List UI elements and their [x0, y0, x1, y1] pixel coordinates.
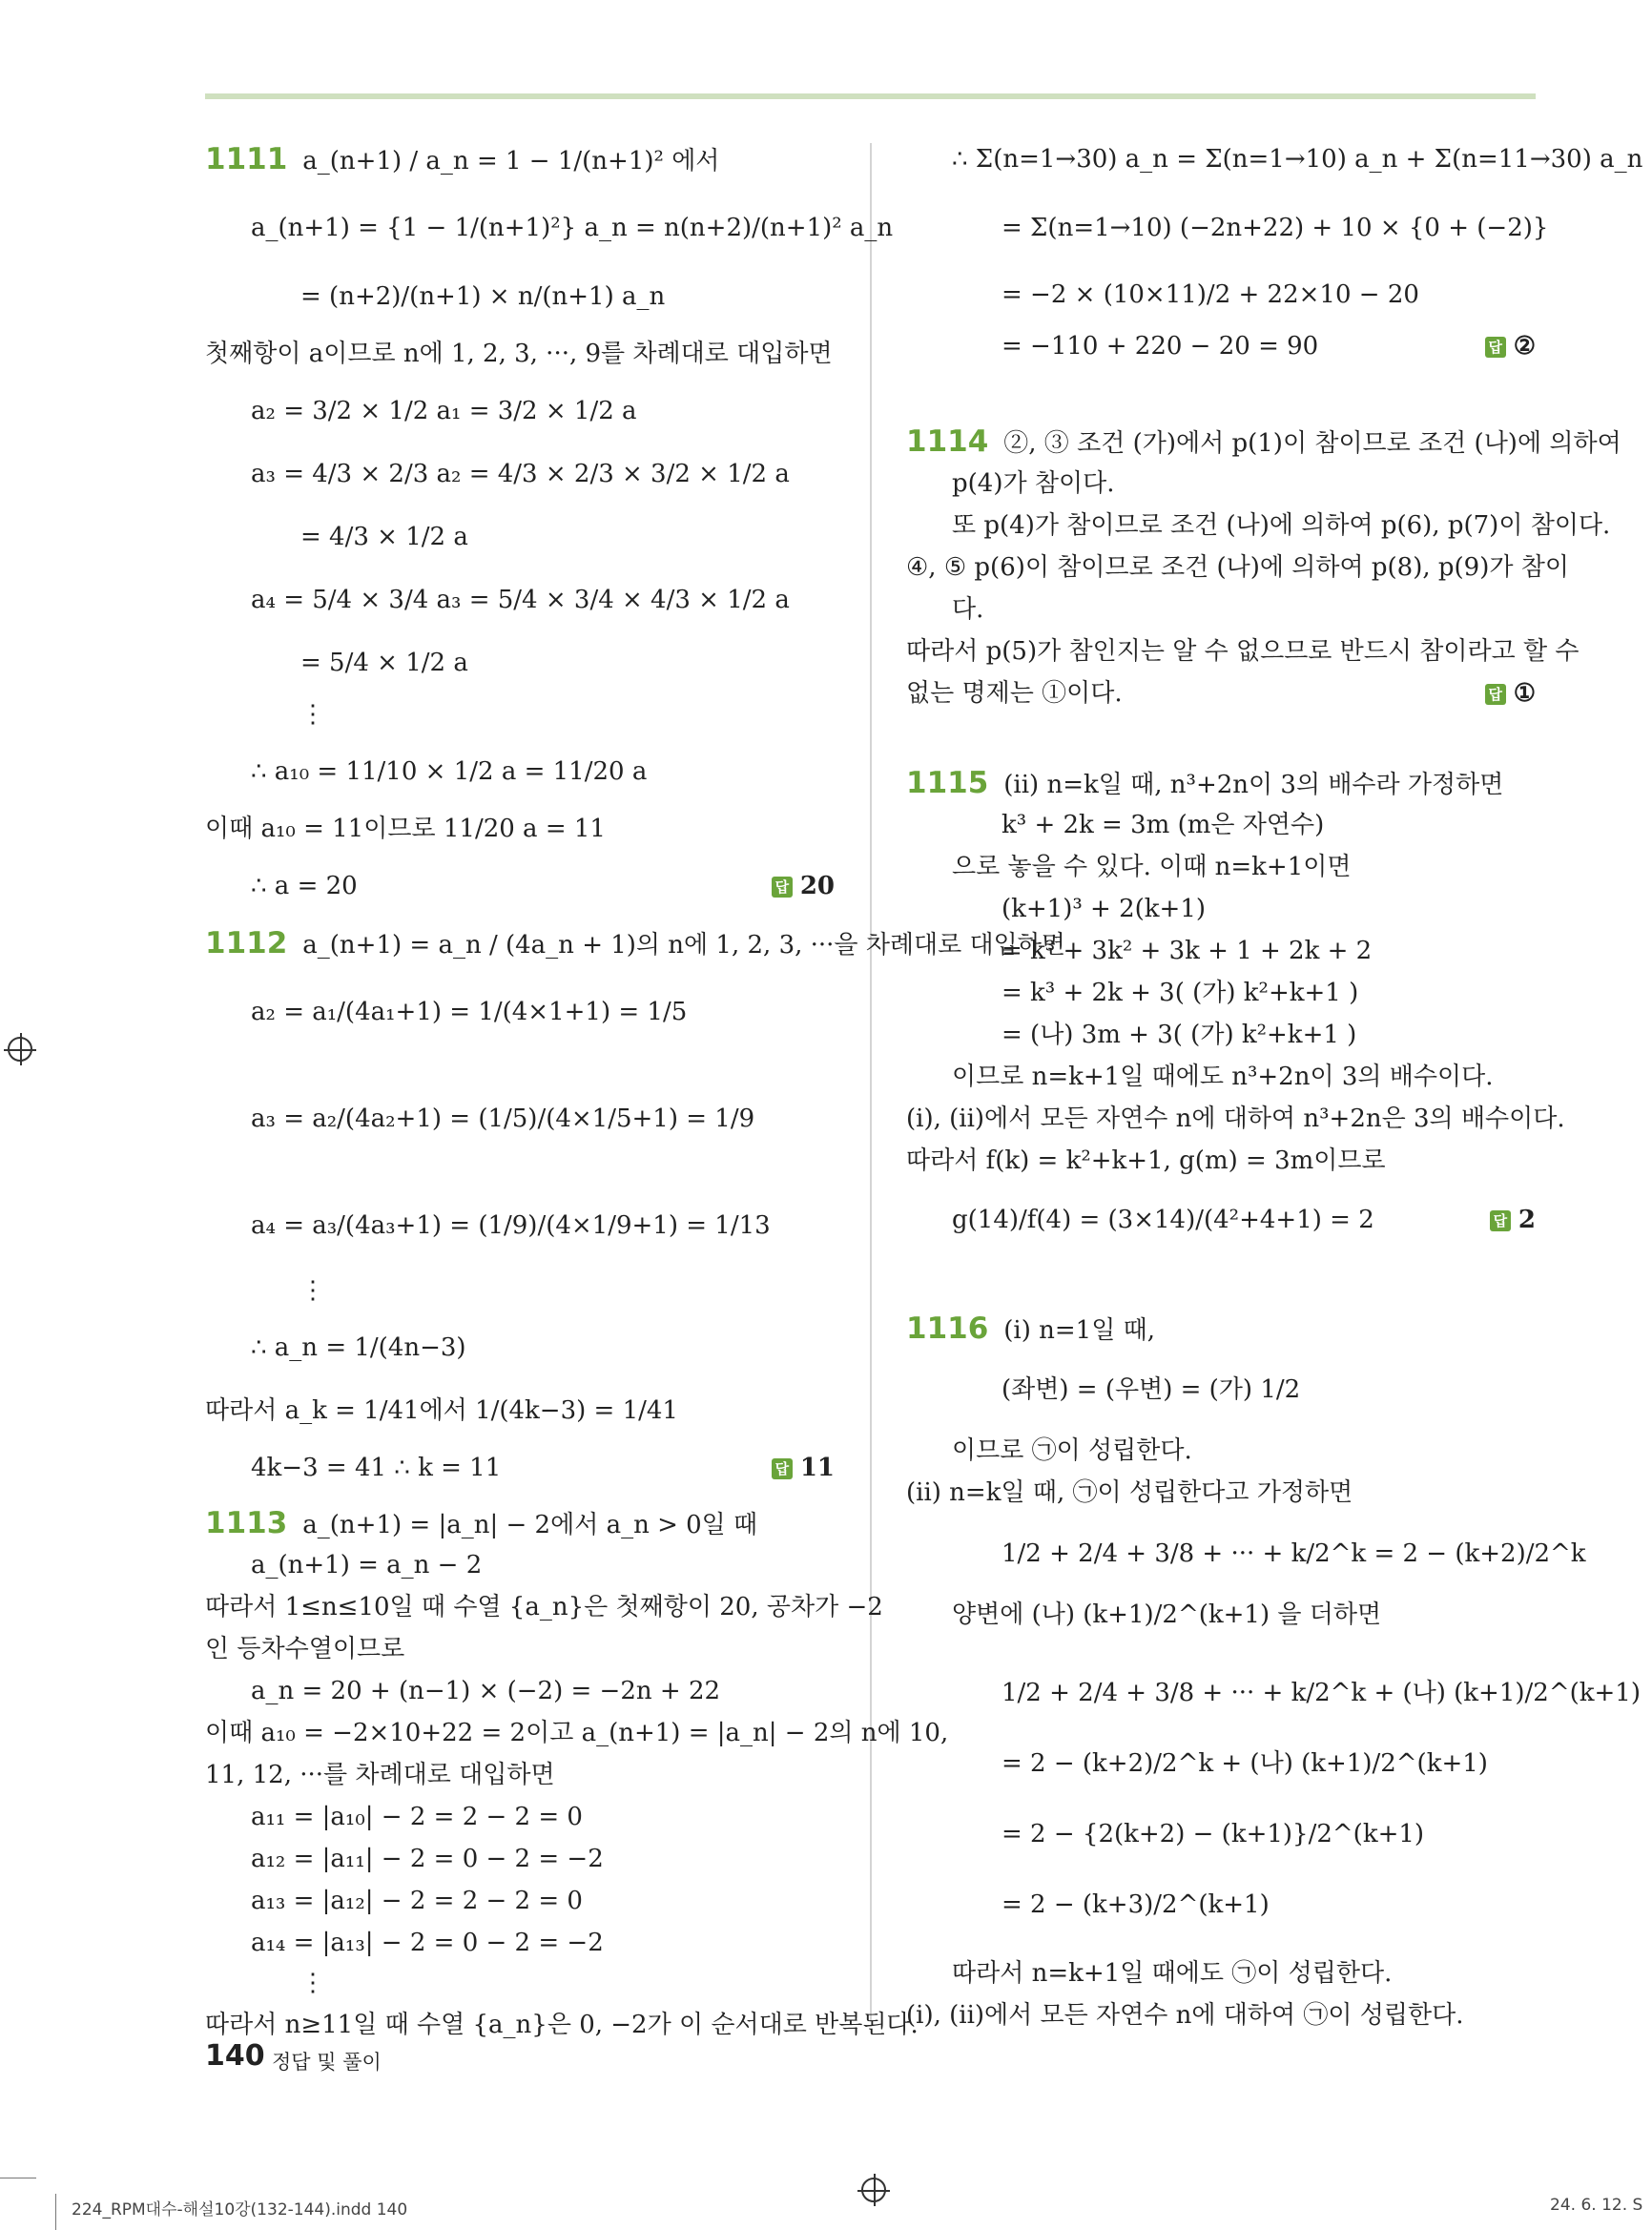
answer-value: ① [1513, 679, 1536, 708]
solution-text: a_(n+1) = a_n / (4a_n + 1)의 n에 1, 2, 3, ···을 차례대로 대입하면 [302, 931, 1066, 960]
solution-line [906, 1061, 1494, 1093]
solution-text: = 2 − (k+3)/2^(k+1) [1002, 1890, 1270, 1919]
solution-text: 따라서 n=k+1일 때에도 ㉠이 성립한다. [952, 1959, 1393, 1988]
solution-text: = −110 + 220 − 20 = 90 [1002, 332, 1319, 361]
solution-line [205, 996, 687, 1028]
solution-text: 없는 명제는 ①이다. [906, 679, 1123, 708]
answer-badge-icon: 답 [1485, 337, 1506, 358]
solution-line [205, 2009, 919, 2041]
solution-text: a_(n+1) = |a_n| − 2에서 a_n > 0일 때 [302, 1511, 758, 1539]
solution-text: = 4/3 × 1/2 a [300, 523, 468, 551]
solution-text: 이때 a₁₀ = 11이므로 11/20 a = 11 [205, 815, 606, 843]
solution-line [205, 458, 790, 490]
solution-line [906, 509, 1610, 542]
solution-line [205, 813, 606, 845]
solution-text: 따라서 a_k = 1/41에서 1/(4k−3) = 1/41 [205, 1396, 678, 1425]
solution-line [906, 467, 1114, 500]
solution-text: 이때 a₁₀ = −2×10+22 = 2이고 a_(n+1) = |a_n| − 2의 n에 10, [205, 1719, 949, 1747]
solution-line [906, 330, 1318, 362]
solution-line [205, 1801, 583, 1833]
problem-1116-line [906, 1312, 1155, 1347]
problem-1111-line [205, 143, 719, 177]
solution-line [906, 551, 1569, 584]
solution-text: a₁₃ = |a₁₂| − 2 = 2 − 2 = 0 [251, 1887, 583, 1915]
solution-line [205, 212, 893, 244]
solution-text: ④, ⑤ p(6)이 참이므로 조건 (나)에 의하여 p(8), p(9)가 참이 [906, 553, 1569, 582]
solution-text: p(4)가 참이다. [952, 469, 1115, 498]
solution-text: 1/2 + 2/4 + 3/8 + ··· + k/2^k = 2 − (k+2)/2^k [1002, 1539, 1586, 1568]
answer-value: ② [1513, 332, 1536, 361]
problem-1115-line [906, 767, 1503, 801]
solution-line [205, 1927, 604, 1959]
solution-line [906, 143, 1642, 176]
answer-value: 20 [799, 872, 835, 900]
solution-text: (ii) n=k일 때, ㉠이 성립한다고 가정하면 [906, 1478, 1353, 1507]
solution-text: = Σ(n=1→10) (−2n+22) + 10 × {0 + (−2)} [1002, 214, 1549, 242]
solution-line [205, 698, 325, 731]
solution-line [906, 977, 1358, 1009]
solution-text: = −2 × (10×11)/2 + 22×10 − 20 [1002, 280, 1419, 309]
solution-text: a₂ = 3/2 × 1/2 a₁ = 3/2 × 1/2 a [251, 397, 637, 425]
solution-text: = (n+2)/(n+1) × n/(n+1) a_n [300, 282, 666, 311]
solution-text: = k³ + 2k + 3( (가) k²+k+1 ) [1002, 979, 1359, 1007]
answer-badge-icon: 답 [1485, 684, 1506, 705]
solution-line [205, 1103, 754, 1135]
problem-number: 1115 [906, 766, 989, 800]
solution-text: ∴ a₁₀ = 11/10 × 1/2 a = 11/20 a [251, 757, 648, 786]
file-slug: 224_RPM대수-해설10강(132-144).indd 140 [72, 2200, 408, 2220]
solution-line [906, 1103, 1565, 1135]
solution-line [205, 1452, 501, 1484]
solution-text: (i), (ii)에서 모든 자연수 n에 대하여 n³+2n은 3의 배수이다. [906, 1105, 1565, 1133]
solution-line [205, 521, 468, 553]
answer-value: 2 [1518, 1206, 1536, 1234]
answer [1490, 1204, 1536, 1236]
solution-line [205, 1591, 883, 1623]
solution-text: 이므로 ㉠이 성립한다. [952, 1436, 1192, 1465]
problem-number: 1113 [205, 1506, 288, 1540]
solution-text: = k³ + 3k² + 3k + 1 + 2k + 2 [1002, 937, 1373, 965]
solution-line [906, 1476, 1353, 1509]
solution-text: ∴ a = 20 [251, 872, 358, 900]
solution-line [906, 1889, 1270, 1921]
solution-text: (i) n=1일 때, [1003, 1316, 1155, 1345]
solution-text: 인 등차수열이므로 [205, 1635, 405, 1663]
solution-line [205, 1759, 555, 1791]
answer-badge-icon: 답 [1490, 1210, 1511, 1231]
solution-text: ∴ Σ(n=1→30) a_n = Σ(n=1→10) a_n + Σ(n=11→30) a_n [952, 145, 1643, 174]
answer [1485, 330, 1536, 362]
answer-badge-icon: 답 [772, 1458, 793, 1479]
solution-text: a₁₁ = |a₁₀| − 2 = 2 − 2 = 0 [251, 1803, 583, 1831]
solution-line [205, 1209, 771, 1242]
solution-text: 첫째항이 a이므로 n에 1, 2, 3, ···, 9를 차례대로 대입하면 [205, 340, 833, 368]
answer [772, 1452, 835, 1484]
solution-text: = 2 − {2(k+2) − (k+1)}/2^(k+1) [1002, 1820, 1425, 1848]
solution-text: 따라서 f(k) = k²+k+1, g(m) = 3m이므로 [906, 1146, 1386, 1175]
solution-line [906, 1747, 1488, 1780]
solution-text: = (나) 3m + 3( (가) k²+k+1 ) [1002, 1021, 1357, 1049]
solution-text: ∴ a_n = 1/(4n−3) [251, 1333, 466, 1362]
solution-text: 으로 놓을 수 있다. 이때 n=k+1이면 [952, 853, 1352, 881]
solution-line [906, 893, 1206, 925]
problem-1113-line [205, 1507, 757, 1541]
solution-line [205, 584, 790, 616]
problem-1114-line [906, 425, 1621, 460]
solution-text: g(14)/f(4) = (3×14)/(4²+4+1) = 2 [952, 1206, 1374, 1234]
solution-line [906, 1957, 1392, 1990]
solution-text: a₃ = a₂/(4a₂+1) = (1/5)/(4×1/5+1) = 1/9 [251, 1105, 755, 1133]
solution-line [205, 1274, 325, 1307]
solution-text: 1/2 + 2/4 + 3/8 + ··· + k/2^k + (나) (k+1)/2^(k+1) [1002, 1679, 1641, 1707]
solution-line [205, 755, 647, 788]
solution-text: = 5/4 × 1/2 a [300, 649, 468, 677]
solution-line [906, 851, 1351, 883]
solution-line [906, 1145, 1386, 1177]
solution-line [906, 677, 1123, 710]
date-slug: 24. 6. 12. S [1550, 2196, 1643, 2215]
solution-text: 따라서 1≤n≤10일 때 수열 {a_n}은 첫째항이 20, 공차가 −2 [205, 1593, 883, 1621]
solution-line [906, 1435, 1192, 1467]
solution-line [906, 1019, 1356, 1051]
solution-line [906, 279, 1419, 311]
solution-line [205, 647, 468, 679]
answer-value: 11 [799, 1454, 835, 1482]
solution-text: 이므로 n=k+1일 때에도 n³+2n이 3의 배수이다. [952, 1063, 1494, 1091]
solution-line [906, 1538, 1586, 1570]
solution-text: (k+1)³ + 2(k+1) [1002, 895, 1207, 923]
solution-line [906, 1204, 1374, 1236]
solution-text: 따라서 p(5)가 참인지는 알 수 없으므로 반드시 참이라고 할 수 [906, 637, 1580, 666]
solution-line [205, 395, 637, 427]
solution-text: a₃ = 4/3 × 2/3 a₂ = 4/3 × 2/3 × 3/2 × 1/2 a [251, 460, 790, 488]
problem-number: 1114 [906, 424, 989, 459]
solution-text: (좌변) = (우변) = (가) 1/2 [1002, 1375, 1301, 1404]
solution-text: a_(n+1) = {1 − 1/(n+1)²} a_n = n(n+2)/(n+1)² a_n [251, 214, 894, 242]
solution-line [205, 870, 358, 902]
solution-line [906, 935, 1372, 967]
answer [772, 870, 835, 902]
solution-text: ⋮ [300, 1276, 325, 1305]
answer [1485, 677, 1536, 710]
solution-text: a_(n+1) / a_n = 1 − 1/(n+1)² 에서 [302, 147, 720, 176]
solution-line [906, 593, 983, 626]
solution-text: 다. [952, 595, 984, 624]
solution-text: 또 p(4)가 참이므로 조건 (나)에 의하여 p(6), p(7)이 참이다. [952, 511, 1611, 540]
solution-text: (i), (ii)에서 모든 자연수 n에 대하여 ㉠이 성립한다. [906, 2001, 1464, 2030]
solution-line [205, 1394, 678, 1427]
solution-line [205, 1967, 325, 1999]
registration-mark-icon [861, 2178, 886, 2202]
solution-line [205, 1633, 404, 1665]
solution-line [906, 1599, 1381, 1631]
solution-line [205, 280, 665, 313]
solution-text: ⋮ [300, 700, 325, 729]
problem-number: 1112 [205, 926, 288, 960]
solution-text: a_(n+1) = a_n − 2 [251, 1551, 483, 1580]
crop-mark [55, 2194, 56, 2230]
answer-badge-icon: 답 [772, 877, 793, 898]
solution-line [205, 1885, 583, 1917]
solution-line [906, 1999, 1464, 2032]
solution-line [205, 1332, 466, 1364]
solution-line [205, 1549, 482, 1581]
solution-text: a₁₂ = |a₁₁| − 2 = 0 − 2 = −2 [251, 1845, 604, 1873]
page-number: 140 [205, 2039, 265, 2073]
solution-text: 따라서 n≥11일 때 수열 {a_n}은 0, −2가 이 순서대로 반복된다. [205, 2011, 919, 2039]
solution-text: a₁₄ = |a₁₃| − 2 = 0 − 2 = −2 [251, 1929, 604, 1957]
solution-line [906, 1373, 1300, 1406]
solution-text: a₄ = a₃/(4a₃+1) = (1/9)/(4×1/9+1) = 1/13 [251, 1211, 771, 1240]
solution-text: ⋮ [300, 1969, 325, 1997]
top-rule [205, 93, 1536, 99]
solution-line [205, 1675, 720, 1707]
solution-line [906, 1677, 1641, 1709]
solution-text: k³ + 2k = 3m (m은 자연수) [1002, 811, 1325, 839]
solution-line [906, 212, 1548, 244]
problem-number: 1116 [906, 1311, 989, 1346]
solution-line [906, 635, 1580, 668]
solution-text: (ii) n=k일 때, n³+2n이 3의 배수라 가정하면 [1003, 771, 1504, 799]
page-footer-label: 정답 및 풀이 [272, 2051, 382, 2074]
solution-line [906, 809, 1324, 841]
solution-line [205, 338, 833, 370]
solution-text: 4k−3 = 41 ∴ k = 11 [251, 1454, 502, 1482]
solution-text: a₂ = a₁/(4a₁+1) = 1/(4×1+1) = 1/5 [251, 998, 688, 1026]
solution-text: 11, 12, ···를 차례대로 대입하면 [205, 1761, 555, 1789]
solution-line [205, 1717, 948, 1749]
solution-text: ②, ③ 조건 (가)에서 p(1)이 참이므로 조건 (나)에 의하여 [1003, 429, 1621, 458]
solution-text: a_n = 20 + (n−1) × (−2) = −2n + 22 [251, 1677, 721, 1705]
registration-mark-icon [8, 1037, 32, 1062]
solution-line [906, 1818, 1424, 1850]
solution-text: = 2 − (k+2)/2^k + (나) (k+1)/2^(k+1) [1002, 1749, 1488, 1778]
solution-line [205, 1843, 604, 1875]
problem-number: 1111 [205, 142, 288, 176]
solution-text: a₄ = 5/4 × 3/4 a₃ = 5/4 × 3/4 × 4/3 × 1/2 a [251, 586, 790, 614]
solution-text: 양변에 (나) (k+1)/2^(k+1) 을 더하면 [952, 1600, 1382, 1629]
